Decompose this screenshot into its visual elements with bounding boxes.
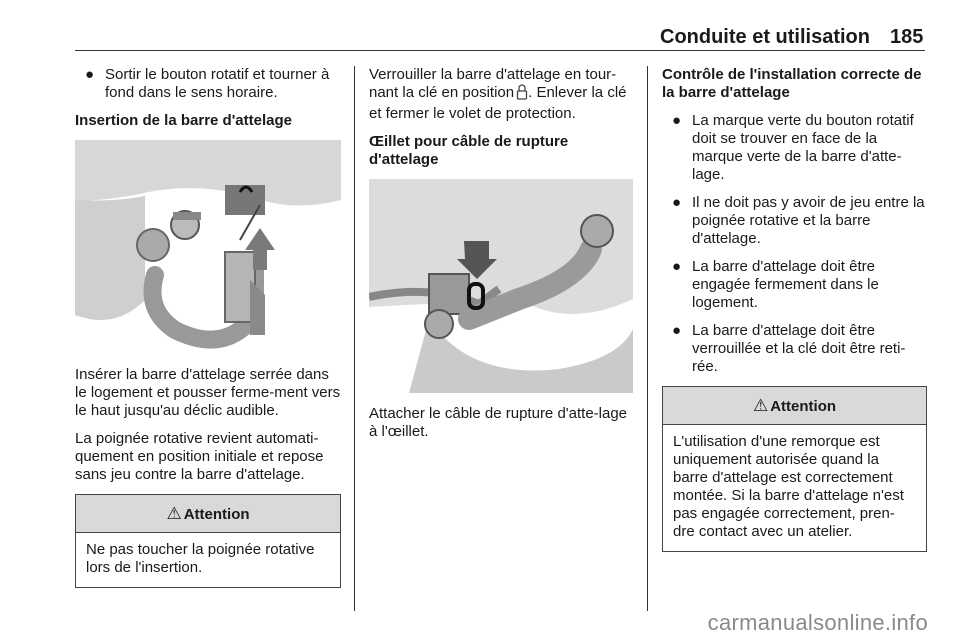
bullet-icon: ●: [672, 112, 682, 129]
warning-icon: ⚠: [166, 504, 182, 523]
watermark: carmanualsonline.info: [707, 610, 928, 635]
list-item-text: La barre d'attelage doit être engagée fermement dans le logement.: [692, 258, 879, 311]
warning-box: [75, 494, 341, 588]
bullet-icon: ●: [85, 66, 95, 83]
warning-text: L'utilisation d'une remorque est uniquement autorisée quand la barre d'attelage est correctement montée. Si la barre d'attelage n'est pas engagée correctement, pren-dre contact avec un atelier.: [673, 433, 904, 540]
paragraph-text: . Enlever la clé et fermer le volet de protection.: [369, 84, 627, 122]
page-number: 185: [890, 26, 924, 48]
list-item-text: La barre d'attelage doit être verrouillée et la clé doit être reti-rée.: [692, 322, 906, 375]
warning-text: Ne pas toucher la poignée rotative lors de l'insertion.: [86, 541, 315, 576]
warning-icon: ⚠: [752, 396, 769, 415]
section-heading: Œillet pour câble de rupture d'attelage: [369, 133, 569, 168]
running-header-title: Conduite et utilisation: [660, 26, 870, 48]
warning-title: Attention: [183, 506, 250, 523]
list-item: [662, 112, 927, 184]
warning-header: [76, 495, 340, 533]
warning-header: [663, 387, 926, 425]
list-item: [75, 66, 341, 102]
warning-title: Attention: [770, 398, 837, 415]
header-rule: [75, 50, 925, 51]
bullet-icon: ●: [672, 322, 682, 339]
warning-box: [662, 386, 927, 552]
paragraph-text: Verrouiller la barre d'attelage en tour-nant la clé en position: [369, 66, 617, 101]
list-item: [662, 322, 927, 376]
tow-bar-insertion-illustration: [75, 140, 341, 354]
section-heading: Contrôle de l'installation correcte de la barre d'attelage: [662, 66, 922, 101]
bullet-icon: ●: [672, 194, 682, 211]
bullet-icon: ●: [672, 258, 682, 275]
column-2: [369, 66, 633, 451]
paragraph: Insérer la barre d'attelage serrée dans le logement et pousser ferme-ment vers le haut jusqu'au déclic audible.: [75, 366, 341, 419]
list-item-text: Il ne doit pas y avoir de jeu entre la poignée rotative et la barre d'attelage.: [692, 194, 925, 247]
list-item-text: Sortir le bouton rotatif et tourner à fond dans le sens horaire.: [105, 66, 330, 101]
section-heading: Insertion de la barre d'attelage: [75, 112, 292, 129]
column-divider: [647, 66, 648, 611]
paragraph: La poignée rotative revient automati-quement en position initiale et repose sans jeu contre la barre d'attelage.: [75, 430, 324, 483]
lock-closed-icon: [516, 84, 528, 105]
paragraph: [369, 66, 633, 123]
paragraph: Attacher le câble de rupture d'atte-lage à l'œillet.: [369, 405, 628, 440]
breakaway-cable-eyelet-illustration: [369, 179, 633, 393]
list-item: [662, 194, 927, 248]
column-1: [75, 66, 341, 588]
column-3: [662, 66, 927, 552]
list-item-text: La marque verte du bouton rotatif doit se trouver en face de la marque verte de la barre d'atte-lage.: [692, 112, 914, 183]
list-item: [662, 258, 927, 312]
column-divider: [354, 66, 355, 611]
